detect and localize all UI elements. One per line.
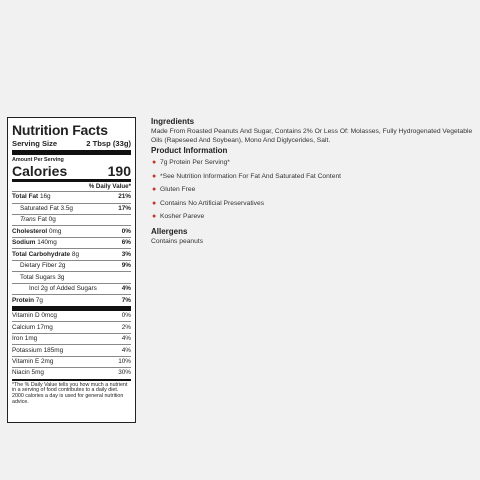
daily-value-footnote: *The % Daily Value tells you how much a nutrient in a serving of food contributes to a daily diet. 2000 calories a day is used for general nutrition advice. [12,379,131,406]
nutrient-row [12,204,131,215]
nutrient-row [12,226,131,237]
allergens-text: Contains peanuts [151,238,204,245]
nutrient-dv: 17% [118,204,131,212]
nutrient-row [12,272,131,283]
nutrient-amount: 7g [35,296,43,304]
serving-size-row [12,138,131,155]
nutrient-amount: 0mg [48,227,62,235]
bullet-icon: ● [152,213,157,220]
bullet-icon: ● [152,172,157,180]
list-item: ● 7g Protein Per Serving* [152,159,230,166]
nutrition-facts-label [7,117,136,423]
nutrient-amount: 3g [57,273,65,281]
bullet-icon: ● [152,199,157,207]
nutrient-dv: 4% [121,285,131,293]
allergens-heading: Allergens [151,227,188,236]
vitamin-row [12,368,131,378]
bullet-icon: ● [152,159,157,166]
nutrient-name: Incl 2g of Added Sugars [29,285,97,293]
bullet-icon: ● [152,186,157,193]
calories-label: Calories [12,162,68,179]
vitamin-row [12,334,131,345]
nutrient-row [12,295,131,310]
nutrient-name: Saturated Fat [20,204,59,212]
nutrient-row [12,284,131,295]
nutrition-title: Nutrition Facts [12,122,108,138]
vitamin-name: Vitamin E 2mg [12,357,54,365]
vitamin-row [12,345,131,356]
nutrient-amount: 16g [39,193,51,201]
nutrient-dv: 7% [121,296,131,304]
nutrient-name: Total Sugars [20,273,56,281]
product-info-list [151,159,477,221]
calories-row [12,164,131,182]
serving-value: 2 Tbsp (33g) [86,139,131,148]
nutrient-dv: 0% [121,227,131,235]
vitamin-dv: 2% [121,323,131,331]
nutrient-amount: 140mg [37,239,57,247]
calories-value: 190 [107,162,131,179]
list-item: ● Contains No Artificial Preservatives [152,199,265,207]
ingredients-heading: Ingredients [151,117,195,126]
list-item: ● Gluten Free [152,186,196,193]
nutrient-row [12,215,131,226]
nutrient-name: Cholesterol [12,227,48,235]
nutrient-dv: 21% [118,193,131,201]
nutrient-dv: 6% [121,239,131,247]
nutrient-row [12,192,131,203]
nutrient-name: Total Carbohydrate [12,250,71,258]
vitamin-name: Vitamin D 0mcg [12,312,57,320]
nutrient-name: Dietary Fiber [20,262,57,270]
vitamin-row [12,357,131,368]
nutrient-dv: 9% [121,262,131,270]
nutrient-amount: Fat 0g [37,216,56,224]
list-item: ● Kosher Pareve [152,213,205,220]
vitamin-row [12,322,131,333]
nutrient-name: Protein [12,296,35,304]
serving-label: Serving Size [12,139,58,148]
product-info-column [151,117,477,247]
vitamin-dv: 10% [118,357,131,365]
vitamin-name: Calcium 17mg [12,323,53,331]
nutrient-amount: 2g [58,262,66,270]
nutrient-amount: 3.5g [60,204,73,212]
vitamin-row [12,311,131,322]
vitamin-dv: 0% [121,312,131,320]
ingredients-text: Made From Roasted Peanuts And Sugar, Contains 2% Or Less Of: Molasses, Fully Hydrogenated Vegetable Oils (Rapeseed And Soybean), Mono And Diglycerides, Salt. [151,128,473,144]
nutrient-row [12,238,131,249]
vitamin-name: Niacin 5mg [12,369,44,377]
vitamin-dv: 4% [121,335,131,343]
nutrient-row [12,261,131,272]
daily-value-header: % Daily Value* [12,182,131,192]
list-item: ● *See Nutrition Information For Fat And Saturated Fat Content [152,172,342,180]
nutrient-row [12,249,131,260]
nutrient-name: Sodium [12,239,36,247]
nutrient-amount: 8g [71,250,80,258]
nutrient-dv: 3% [121,250,131,258]
vitamin-name: Potassium 185mg [12,346,64,354]
product-info-heading: Product Information [151,146,228,155]
nutrient-name: Total Fat [12,193,39,201]
vitamin-dv: 4% [121,346,131,354]
nutrient-name: Trans [20,216,36,224]
amount-per-serving: Amount Per Serving [12,157,64,164]
vitamin-dv: 30% [118,369,131,377]
vitamin-name: Iron 1mg [12,335,38,343]
